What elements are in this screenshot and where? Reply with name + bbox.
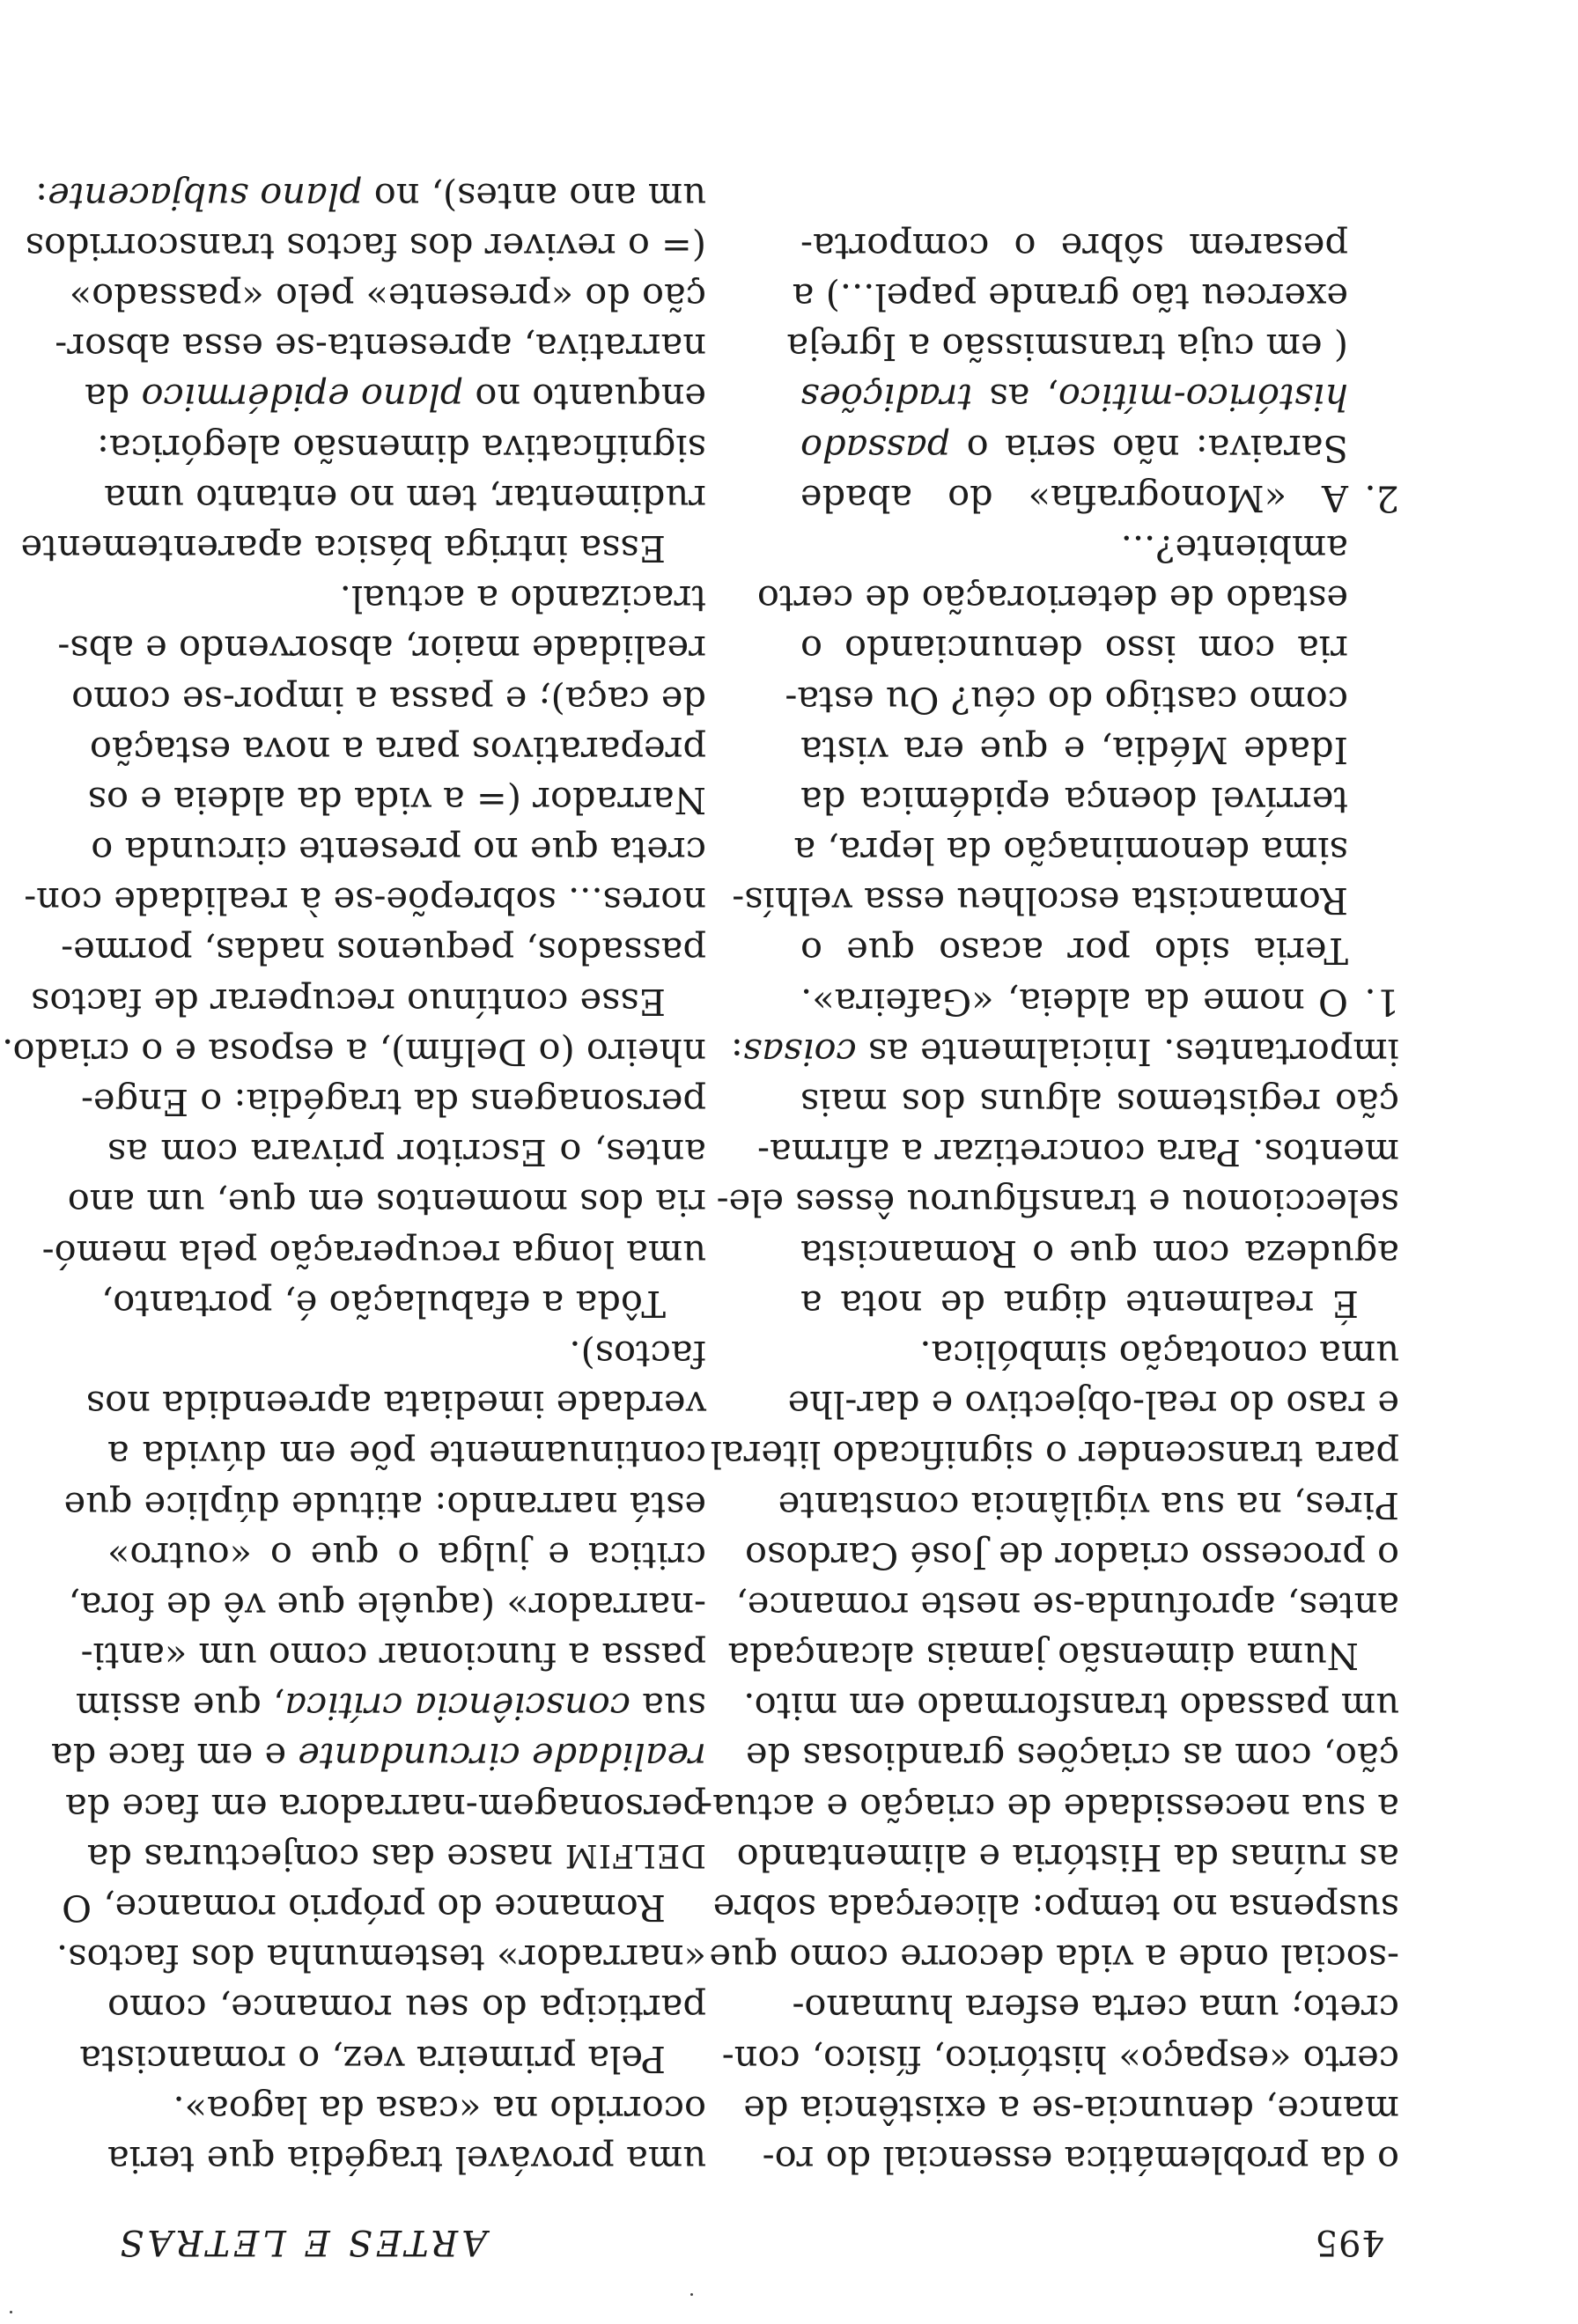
text-run: A «Monografia» do abade [800,476,1348,520]
text-line [743,2085,1399,2135]
text-run: sua [630,1685,706,1729]
text-line [800,423,1399,473]
paper-speck [690,2293,693,2296]
text-run: de caça); e passa a impor-se como [71,678,706,722]
text-line [793,826,1399,876]
list-number: 2. [1364,476,1399,520]
text-line [63,1480,706,1530]
text-run: Romancista escolheu essa velhís- [732,879,1348,923]
text-run: Idade Média, e que era vista [800,728,1348,772]
text-line [20,524,706,574]
text-line [67,1178,706,1228]
text-line [35,172,706,222]
text-line [87,776,706,826]
text-line [800,372,1399,423]
text-line [80,1077,706,1128]
page-header [116,2210,1384,2262]
text-line [55,1933,706,1983]
text-line [91,826,706,876]
text-run: sima denominação da lepra, a [793,829,1348,873]
text-line [31,977,706,1027]
text-line [800,222,1399,272]
text-line [800,1077,1399,1128]
text-line [800,524,1399,574]
text-line [800,926,1399,976]
text-run: Pires, na sua vigilância constante [778,1483,1399,1527]
text-line [716,1178,1399,1228]
italic-text: plano epidérmico [141,376,464,420]
text-line [107,1983,706,2034]
italic-text: tradições [800,376,973,420]
right-column [2,172,706,2186]
text-line [69,272,706,322]
italic-text: consciência crítica [284,1685,631,1729]
text-run: Essa intriga básica aparentemente [20,527,666,570]
text-run: ( em cuja transmissão a Igreja [786,326,1348,370]
text-line [736,1833,1399,1883]
text-run: suspensa no tempo: alicerçada sobre [712,1886,1399,1931]
text-run: está narrando: atitude dúplice que [63,1483,706,1527]
text-line [800,474,1399,524]
text-line [2,1027,706,1077]
text-line [732,876,1399,926]
text-line [61,926,706,976]
list-number: 1. [1364,980,1399,1024]
text-run: verdade imediata apreendida nos [85,1383,706,1427]
text-run: enquanto no [463,376,706,420]
text-run: personagem-narradora em face da [65,1785,706,1829]
text-run: e raso do real-objectivo e dar-lhe [787,1383,1399,1427]
italic-text: coisas [742,1030,857,1074]
text-line [756,1128,1399,1178]
text-run: Saraiva: não seria o [950,426,1348,470]
text-run: -narrador» (aquêle que vê de fora, [68,1584,706,1628]
text-run: : [730,1030,743,1074]
text-run: O nome da aldeia, «Gafeira». [800,980,1348,1024]
text-line [792,1983,1399,2034]
text-line [730,1027,1399,1077]
text-run: para transcender o significado literal [710,1433,1399,1477]
text-run: o da problemática essencial do ro- [762,2138,1399,2181]
text-line [800,1228,1399,1278]
text-line [89,725,706,776]
text-line [24,876,706,926]
text-run: Narrador (= a vida da aldeia e os [87,778,706,822]
text-line [107,574,706,624]
text-run: Romance do próprio romance, O [62,1886,666,1931]
text-line [41,1228,706,1278]
text-line [79,2034,706,2084]
text-run: certo «espaço» histórico, físico, con- [721,2037,1399,2081]
left-column [700,222,1399,2185]
text-run: continuamente põe em dúvida a [107,1433,706,1477]
text-run: Numa dimensão jamais alcançada [727,1635,1359,1679]
text-run: «narrador» testemunha dos factos. [55,1937,706,1981]
text-line [800,725,1399,776]
text-run: : [35,174,48,218]
text-run: pesarem sôbre o comporta- [800,224,1348,268]
text-run: e em face da [50,1735,299,1779]
italic-text: histórico-mítico [1058,376,1348,420]
text-run: antes, o Escritor privara com as [107,1131,706,1175]
text-line [787,1379,1399,1430]
text-run: mentos. Para concretizar a afirma- [756,1131,1399,1175]
text-run: ção, com as criações grandiosas de [745,1735,1399,1779]
text-line [101,1279,706,1329]
text-line [96,423,706,473]
text-line [786,322,1399,372]
text-line [785,674,1399,724]
text-line [712,1883,1399,1933]
text-run: , as [972,376,1058,420]
text-run: um passado transformado em mito. [743,1685,1399,1729]
text-run: como castigo do céu? Ou esta- [785,678,1348,722]
text-line [107,2135,706,2185]
text-run: ria dos momentos em que, um ano [67,1181,706,1225]
text-line [75,1681,706,1732]
text-run: Tôda a efabulação é, portanto, [101,1282,666,1326]
text-run: rudimentar, tem no entanto uma [104,476,706,520]
text-line [62,1883,706,1933]
text-run: passados, pequenos nadas, porme- [61,930,706,974]
text-line [743,1681,1399,1732]
text-run: creta que no presente circunda o [91,829,706,873]
text-line [55,322,706,372]
text-run: ocorrido na «casa da lagoa». [173,2087,706,2131]
text-line [25,222,706,272]
running-head: ARTES E LETRAS [116,2222,488,2262]
text-run: , que assim [75,1685,285,1729]
text-line [792,272,1399,322]
text-run: uma provável tragédia que teria [107,2138,706,2181]
page-number: 495 [1314,2222,1384,2262]
text-run: significativa dimensão alegórica: [96,426,706,470]
text-run: Esse contínuo recuperar de factos [31,980,666,1024]
italic-text: passado [800,426,951,470]
text-line [57,624,706,674]
text-run: critica e julga o que o «outro» [107,1533,706,1578]
text-run: agudeza com que o Romancista [800,1232,1399,1276]
text-run: personagens da tragédia: o Enge- [80,1081,706,1125]
text-line [107,2085,706,2135]
text-run: passa a funcionar como um «anti- [80,1635,706,1679]
text-line [68,1581,706,1631]
text-line [107,1430,706,1480]
text-line [800,624,1399,674]
text-line [762,2135,1399,2185]
text-line [721,2034,1399,2084]
text-run: importantes. Inicialmente as [856,1030,1399,1074]
text-run: nheiro (o Delfim), a esposa e o criado. [2,1030,706,1074]
text-line [745,1732,1399,1782]
text-line [65,1783,706,1833]
italic-text: realidade circundante [298,1735,706,1779]
text-line [104,474,706,524]
text-line [107,1329,706,1379]
text-run: ção registemos alguns dos mais [800,1081,1399,1125]
text-line [80,1631,706,1681]
text-run: estado de deterioração de certo [756,577,1348,621]
text-run: um ano antes), no [362,174,706,218]
text-run: -social onde a vida decorre como que [709,1937,1399,1981]
text-run: creto; uma certa esfera humano- [792,1987,1399,2031]
text-run: o processo criador de José Cardoso [745,1533,1399,1578]
text-run: É realmente digna de nota a [800,1282,1359,1326]
text-run: nasce das conjecturas da [86,1835,564,1879]
text-line [800,1279,1399,1329]
text-line [709,1933,1399,1983]
text-line [735,1581,1399,1631]
text-line [71,674,706,724]
text-line [800,1329,1399,1379]
text-run: a sua necessidade de criação e actua- [700,1785,1399,1829]
text-run: realidade maior, absorvendo e abs- [57,628,706,672]
text-run: seleccionou e transfigurou êsses ele- [716,1181,1399,1225]
text-line [84,372,706,423]
text-line [710,1430,1399,1480]
text-line [107,1531,706,1581]
text-run: (= o reviver dos factos transcorridos [25,224,706,268]
text-run: mance, denuncia-se a existência de [743,2087,1399,2131]
text-run: Teria sido por acaso que o [800,930,1348,974]
text-line [800,977,1399,1027]
text-line [745,1531,1399,1581]
paper-speck [10,2311,12,2313]
text-line [800,776,1399,826]
text-run: terrível doença epidémica da [800,778,1348,822]
text-line [107,1128,706,1178]
text-line [700,1783,1399,1833]
text-run: ambiente?... [1120,527,1348,570]
text-line [86,1833,706,1883]
text-run: participa do seu romance, como [107,1987,706,2031]
text-run: narrativa, apresenta-se essa absor- [55,326,706,370]
text-run: uma conotação simbólica. [919,1333,1399,1376]
text-line [756,574,1399,624]
italic-text: plano subjacente [48,174,363,218]
text-run: antes, aprofunda-se neste romance, [735,1584,1399,1628]
text-run: ria com isso denunciando o [800,628,1348,672]
text-run: ção do «presente» pelo «passado» [69,276,706,320]
text-run: Pela primeira vez, o romancista [79,2037,666,2081]
text-line [727,1631,1399,1681]
text-line [50,1732,706,1782]
text-run: nores... sobrepõe-se à realidade con- [24,879,706,923]
text-run: tracizando a actual. [339,577,706,621]
text-run: as ruínas da História e alimentando [736,1835,1399,1879]
small-caps-title: DELFIM [564,1836,706,1873]
text-line [778,1480,1399,1530]
text-run: exerceu tão grande papel...) a [792,276,1348,320]
text-run: factos). [569,1333,706,1376]
text-run: preparativos para a nova estação [89,728,706,772]
text-run: da [84,376,142,420]
text-line [85,1379,706,1430]
text-run: uma longa recuperação pela memó- [41,1232,706,1276]
